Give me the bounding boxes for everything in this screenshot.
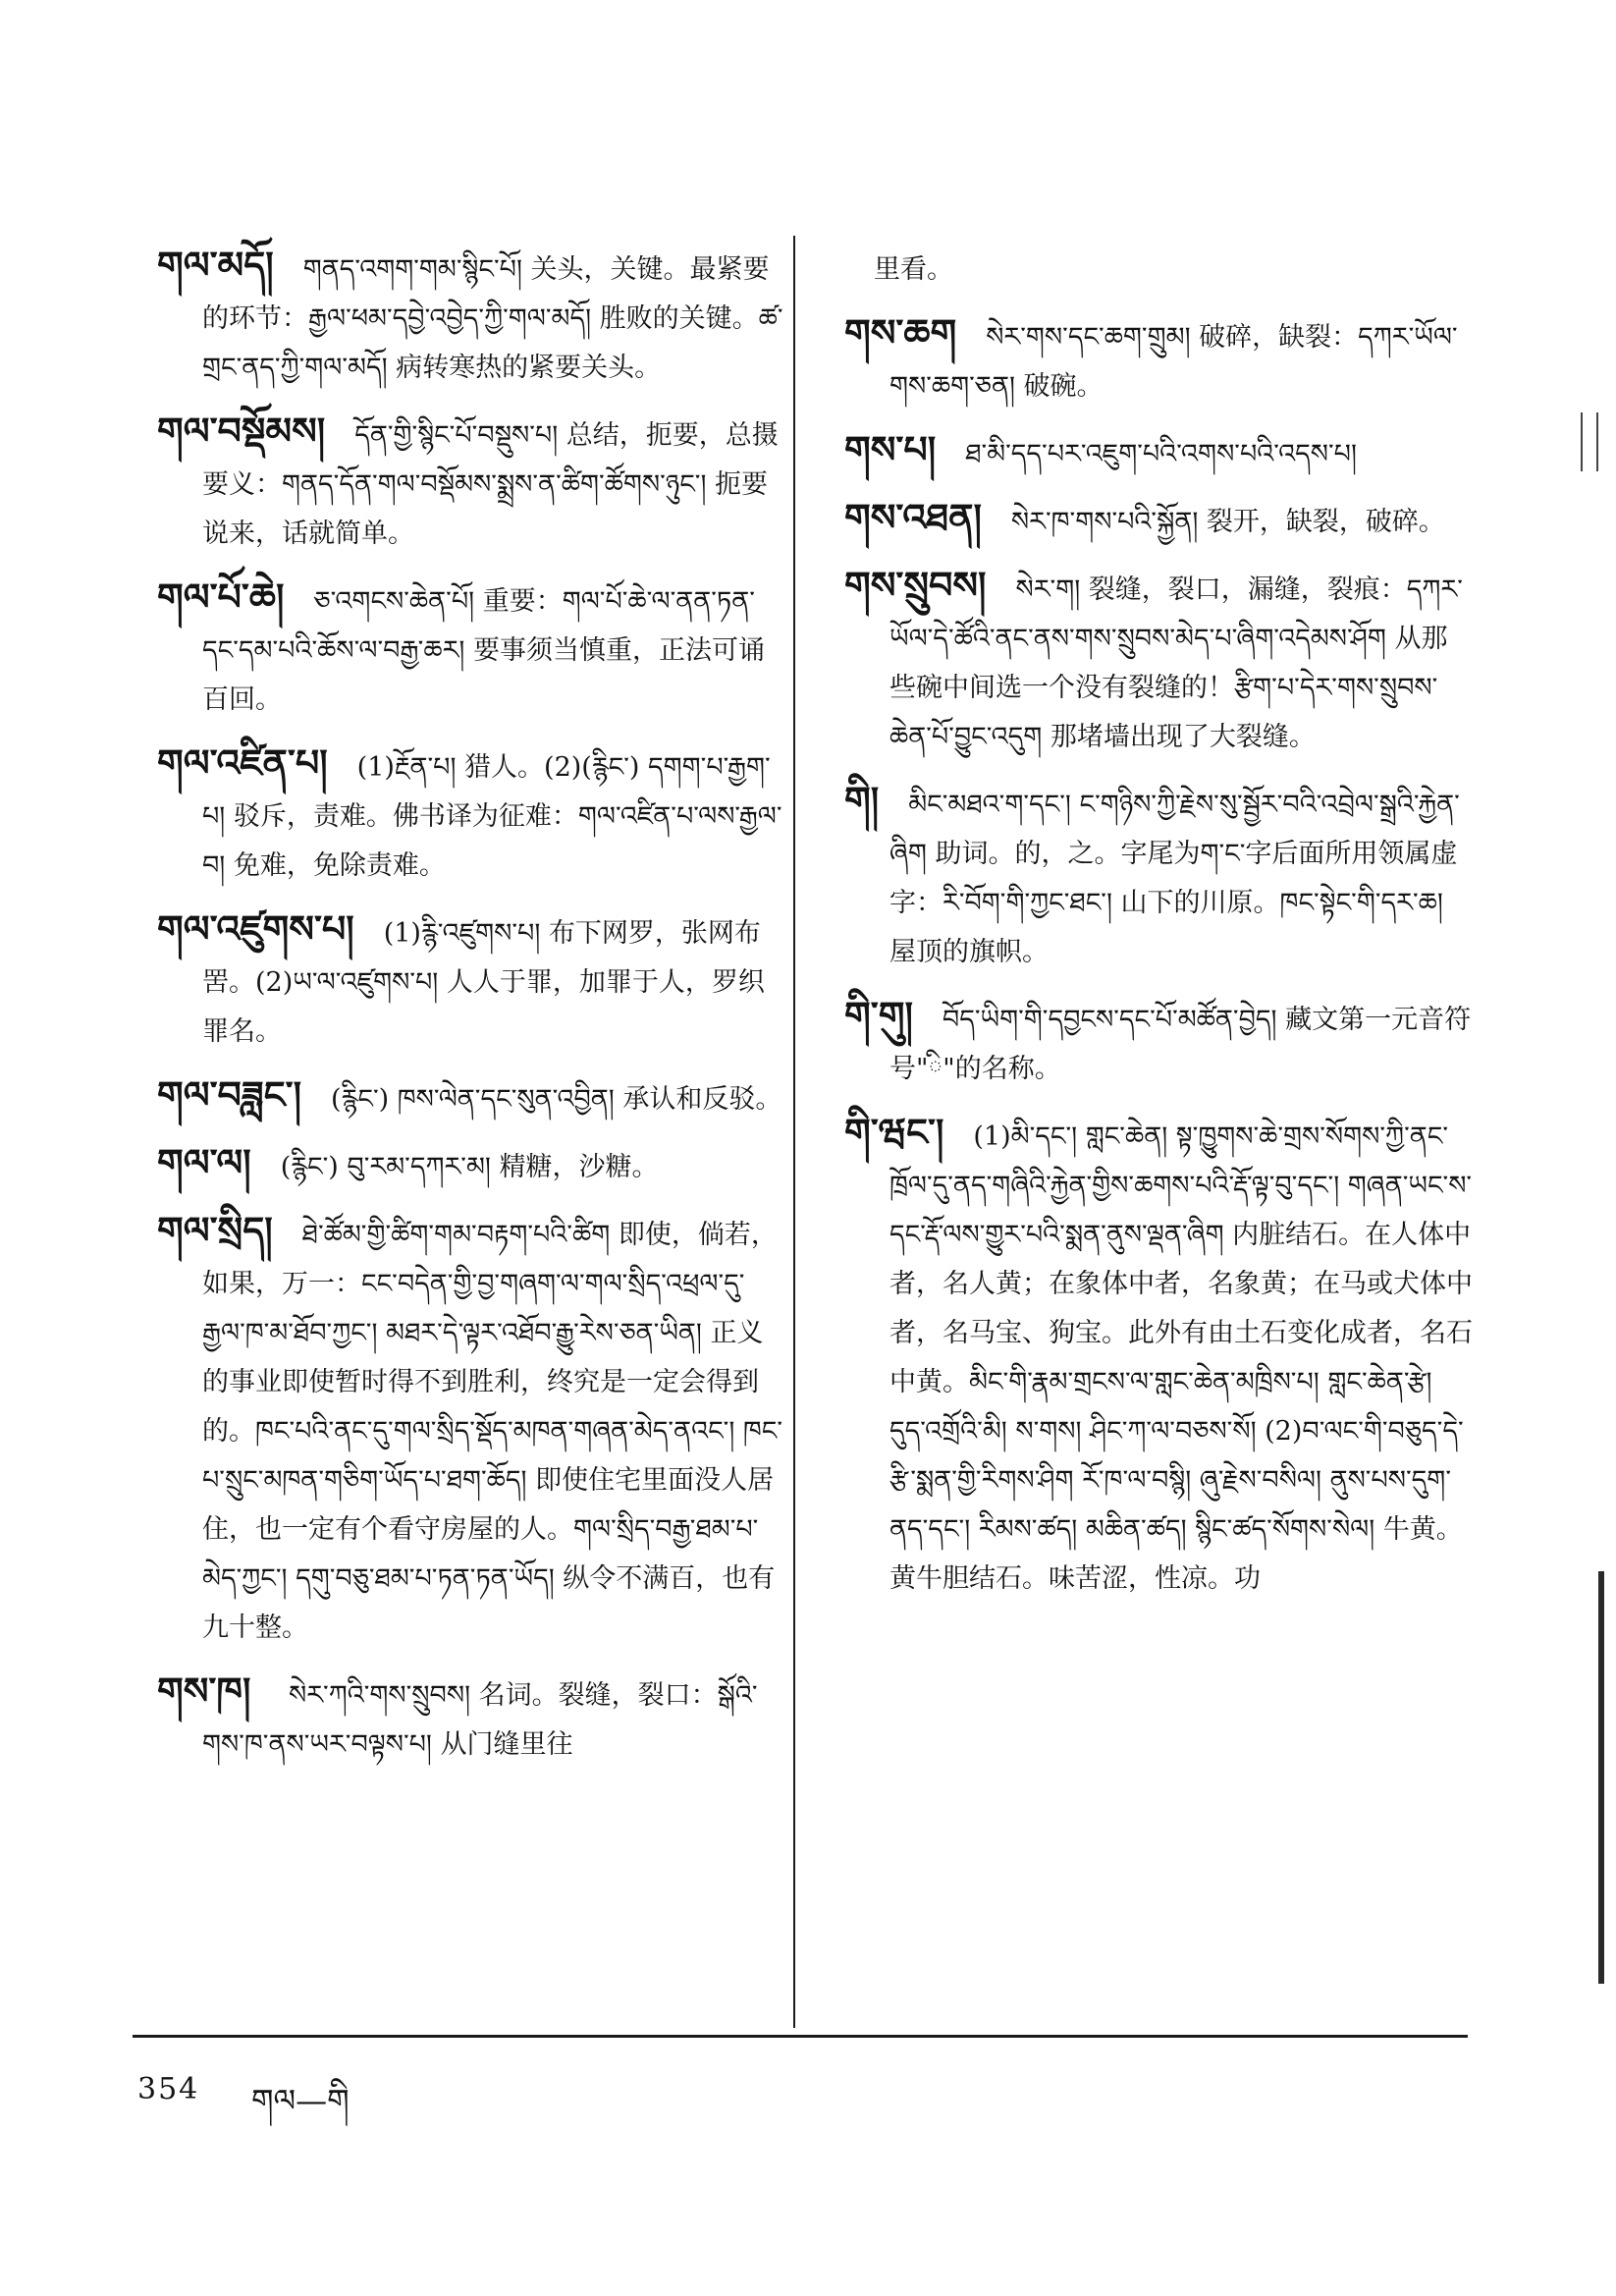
entry-definition: (1)རྙི་འཛུགས་པ། 布下网罗，张网布罟。(2)ཡ་ལ་འཛུགས་པ། 人人于罪，加罪于人，罗织罪名。 bbox=[202, 918, 765, 1047]
dictionary-entry bbox=[844, 776, 1473, 977]
entry-definition: སེར་ཀའི་གས་སྲུབས། 名词。裂缝，裂口：སྒོའི་གས་ཁ་ནས་ཡར་བལྟས་པ། 从门缝里往 bbox=[202, 1680, 758, 1760]
scan-edge-mark bbox=[1581, 412, 1598, 471]
dictionary-entry bbox=[157, 738, 785, 891]
entry-headword: གལ་སྲིད། bbox=[157, 1208, 273, 1252]
entry-definition: (རྙིང་) ཁས་ལེན་དང་སུན་འབྱིན། 承认和反驳。 bbox=[331, 1084, 782, 1115]
entry-definition: (1)རྔོན་པ། 猎人。(2)(རྙིང་) དགག་པ་རྒྱག་པ། 驳斥，责难。佛书译为征难：གལ་འཛིན་པ་ལས་རྒྱལ་བ། 免难，免除责难。 bbox=[202, 752, 782, 881]
page-range-label: གལ—གི bbox=[251, 2082, 350, 2119]
dictionary-entry bbox=[157, 1206, 785, 1653]
dictionary-entry-continuation bbox=[844, 241, 1473, 295]
column-divider bbox=[793, 236, 795, 2028]
entry-definition: 里看。 bbox=[874, 254, 953, 285]
entry-headword: གས་འཐན། bbox=[844, 495, 982, 539]
entry-definition: (རྙིང་) བུ་རམ་དཀར་མ། 精糖，沙糖。 bbox=[280, 1152, 659, 1182]
dictionary-entry bbox=[157, 407, 785, 559]
entry-definition: (1)མི་དང་། གླང་ཆེན། སྟ་ཁྱུགས་ཆེ་གྲས་སོགས་ཀྱི་ནང་ཁྲོལ་དུ་ནད་གཞིའི་རྐྱེན་གྱིས་ཆགས་པའི་རྡོ་ལྟ་བུ་དང་། གཞན་ཡང་ས་དང་རྡོ་ལས་གྱུར་པའི་སྨན་ནུས་ལྡན་ཞིག 内脏结石。在人体中者，名人黄；在象体中者，名象黄；在马或犬体中者，名马宝、狗宝。此外有由土石变化成者，名石中黄。མིང་གི་རྣམ་གྲངས་ལ་གླང་ཆེན་མཁྲིས་པ། གླང་ཆེན་རྩེ། དུད་འགྲོའི་མི། ས་གས། ཤིང་ཀ་ལ་བཅས་སོ། (2)བ་ལང་གི་བཅུད་དེ་རྩི་སྨན་གྱི་རིགས་ཤིག རོ་ཁ་ལ་བསྙི། ཞུ་རྗེས་བསིལ། ནུས་པས་དུག་ནད་དང་། རིམས་ཚད། མཆིན་ཚད། སྙིང་ཚད་སོགས་སེལ། 牛黄。黄牛胆结石。味苦涩，性凉。功 bbox=[889, 1121, 1473, 1594]
entry-definition: སེར་ཁ་གས་པའི་སྐྱོན། 裂开，缺裂，破碎。 bbox=[1010, 507, 1445, 537]
dictionary-entry bbox=[157, 241, 785, 393]
right-column bbox=[844, 241, 1473, 1617]
entry-headword: གལ་བཟླང་། bbox=[157, 1072, 302, 1117]
entry-headword: གལ་འཛིན་པ། bbox=[157, 740, 328, 785]
dictionary-entry bbox=[844, 561, 1473, 762]
dictionary-entry bbox=[157, 573, 785, 725]
dictionary-entry bbox=[157, 1667, 785, 1770]
entry-headword: གས་པ། bbox=[844, 427, 937, 471]
dictionary-entry bbox=[157, 1070, 785, 1124]
entry-definition: མིང་མཐའ་ག་དང་། ང་གཉིས་ཀྱི་རྗེས་སུ་སྦྱོར་བའི་འབྲེལ་སྒྲའི་རྐྱེན་ཞིག 助词。的，之。字尾为ག་ང་字后面所用领属虚字：རི་བོག་གི་ཀྱང་ཐང་། 山下的川原。ཁང་སྟེང་གི་དར་ཆ། 屋顶的旗帜。 bbox=[889, 790, 1460, 967]
entry-definition: བོད་ཡིག་གི་དབྱངས་དང་པོ་མཚོན་བྱེད། 藏文第一元音符号"ི"的名称。 bbox=[889, 1005, 1472, 1084]
left-column bbox=[157, 241, 785, 1783]
entry-definition: དོན་གྱི་སྙིང་པོ་བསྡུས་པ། 总结，扼要，总摄要义：གནད་དོན་གལ་བསྡོམས་སྨྲས་ན་ཚིག་ཚོགས་ཉུང་། 扼要说来，话就简单。 bbox=[202, 420, 779, 549]
entry-headword: གལ་ལ། bbox=[157, 1140, 251, 1184]
dictionary-entry bbox=[844, 1108, 1473, 1604]
dictionary-entry bbox=[844, 425, 1473, 479]
entry-headword: གལ་མདོ། bbox=[157, 243, 274, 287]
entry-headword: གལ་བསྡོམས། bbox=[157, 409, 326, 453]
entry-headword: གི་ཝང་། bbox=[844, 1110, 944, 1154]
entry-definition: གནད་འགག་གམ་སྙིང་པོ། 关头，关键。最紧要的环节：རྒྱལ་ཕམ་དབྱེ་འབྱེད་ཀྱི་གལ་མདོ། 胜败的关键。ཚ་གྲང་ནད་ཀྱི་གལ་མདོ། 病转寒热的紧要关头。 bbox=[202, 254, 783, 383]
entry-definition: སེར་ག། 裂缝，裂口，漏缝，裂痕：དཀར་ཡོལ་དེ་ཚོའི་ནང་ནས་གས་སྲུབས་མེད་པ་ཞིག་འདེམས་ཤོག 从那些碗中间选一个没有裂缝的！རྩིག་པ་དེར་གས་སྲུབས་ཆེན་པོ་བྱུང་འདུག 那堵墙出现了大裂缝。 bbox=[889, 574, 1463, 752]
page-number: 354 bbox=[137, 2072, 200, 2106]
entry-headword: གི་གུ། bbox=[844, 993, 913, 1037]
dictionary-entry bbox=[844, 991, 1473, 1094]
entry-headword: གལ་འཛུགས་པ། bbox=[157, 906, 354, 951]
scan-edge-bar bbox=[1598, 1571, 1604, 1984]
entry-definition: ཅ་འགངས་ཆེན་པོ། 重要：གལ་པོ་ཆེ་ལ་ནན་ཏན་དང་དམ་པའི་ཆོས་ལ་བརྒྱ་ཆར། 要事须当慎重，正法可诵百回。 bbox=[202, 586, 765, 715]
dictionary-entry bbox=[157, 1138, 785, 1192]
entry-headword: གི། bbox=[844, 778, 880, 822]
entry-definition: ཐེ་ཚོམ་གྱི་ཚིག་གམ་བརྟག་པའི་ཚིག 即使，倘若，如果，万一：ངང་བདེན་གྱི་བྱ་གཞག་ལ་གལ་སྲིད་འཕྲལ་དུ་རྒྱལ་ཁ་མ་ཐོབ་ཀྱང་། མཐར་དེ་ལྟར་འཐོབ་རྒྱུ་རེས་ཅན་ཡིན། 正义的事业即使暂时得不到胜利，终究是一定会得到的。ཁང་པའི་ནང་དུ་གལ་སྲིད་སྡོད་མཁན་གཞན་མེད་ནའང་། ཁང་པ་སྲུང་མཁན་གཅིག་ཡོད་པ་ཐག་ཆོད། 即使住宅里面没人居住，也一定有个看守房屋的人。གལ་སྲིད་བརྒྱ་ཐམ་པ་མེད་ཀྱང་། དགུ་བཅུ་ཐམ་པ་ཏན་ཏན་ཡོད། 纵令不满百，也有九十整。 bbox=[202, 1220, 783, 1643]
entry-headword: གས་ཁ། bbox=[157, 1668, 251, 1713]
dictionary-entry bbox=[844, 493, 1473, 547]
entry-headword: གས་ཆག bbox=[844, 310, 957, 355]
dictionary-entry bbox=[157, 904, 785, 1057]
entry-headword: གལ་པོ་ཆེ། bbox=[157, 574, 285, 619]
dictionary-entry bbox=[844, 308, 1473, 411]
entry-headword: གས་སྲུབས། bbox=[844, 563, 987, 607]
entry-definition: ཐ་མི་དད་པར་འཇུག་པའི་འགས་པའི་འདས་པ། bbox=[965, 439, 1357, 469]
entry-definition: སེར་གས་དང་ཆག་གྲུམ། 破碎，缺裂：དཀར་ཡོལ་གས་ཆག་ཅན། 破碗。 bbox=[889, 322, 1458, 402]
footer-rule bbox=[133, 2035, 1468, 2038]
